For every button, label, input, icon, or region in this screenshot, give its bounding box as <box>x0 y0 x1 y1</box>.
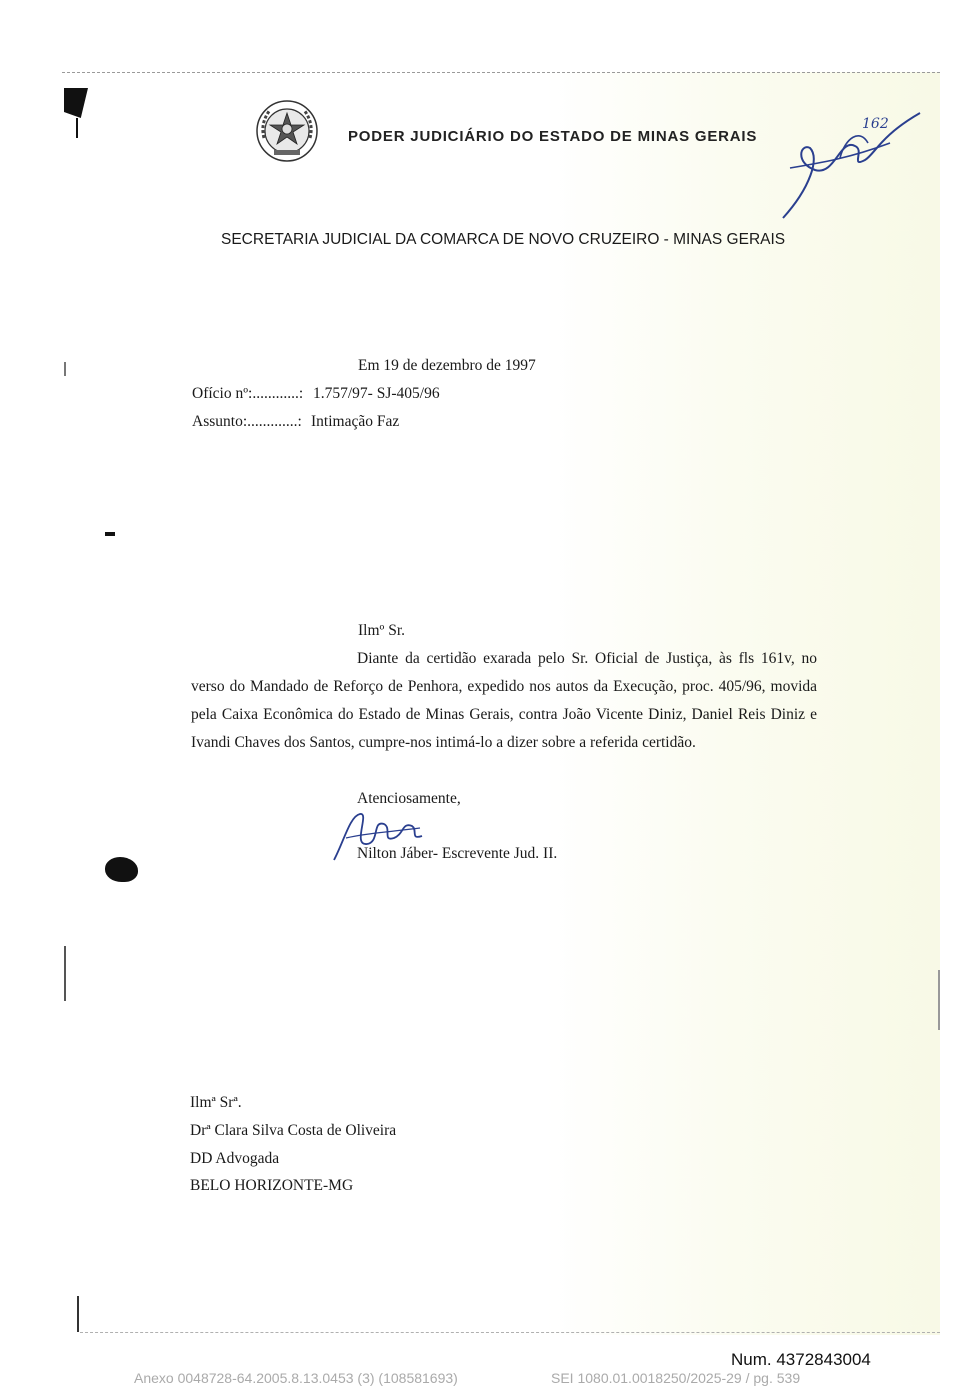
oficio-number: 1.757/97- SJ-405/96 <box>313 385 440 402</box>
letter-body-text: Diante da certidão exarada pelo Sr. Oficial de Justiça, às fls 161v, no verso do Mandado de Reforço de Penhora, expedido nos autos da Execução, proc. 405/96, movida pela Caixa Econômica do Estado de Minas Gerais, contra João Vicente Diniz, Daniel Reis Diniz e Ivandi Chaves dos Santos, cumpre-nos intimá-lo a dizer sobre a referida certidão. <box>191 650 817 751</box>
sei-reference: SEI 1080.01.0018250/2025-29 / pg. 539 <box>551 1370 801 1386</box>
letter-body <box>191 645 817 757</box>
document-number: Num. 4372843004 <box>731 1350 871 1369</box>
oficio-label: Ofício nº:............: <box>192 385 304 402</box>
secretariat-title: SECRETARIA JUDICIAL DA COMARCA DE NOVO CRUZEIRO - MINAS GERAIS <box>221 231 786 248</box>
rubric-signature-top <box>780 108 925 223</box>
annex-reference: Anexo 0048728-64.2005.8.13.0453 (3) (108581693) <box>134 1370 458 1386</box>
institution-title: PODER JUDICIÁRIO DO ESTADO DE MINAS GERAIS <box>348 128 758 145</box>
recipient-city: BELO HORIZONTE-MG <box>190 1177 354 1194</box>
date-line: Em 19 de dezembro de 1997 <box>358 357 536 374</box>
recipient-salutation: Ilmª Srª. <box>190 1094 242 1111</box>
scan-mark-small <box>64 362 66 376</box>
scan-mark-blob <box>105 857 138 882</box>
scan-mark-line-right <box>938 970 940 1030</box>
state-coat-of-arms-icon <box>254 98 320 164</box>
scan-mark-bottom-left <box>77 1296 79 1332</box>
salutation: Ilmº Sr. <box>358 622 406 639</box>
recipient-role: DD Advogada <box>190 1150 280 1167</box>
signer-name: Nilton Jáber- Escrevente Jud. II. <box>357 845 558 862</box>
scan-mark-line-left <box>64 946 66 1001</box>
scan-mark-tick <box>76 118 78 138</box>
closing: Atenciosamente, <box>357 790 461 807</box>
page-stamp-number: 162 <box>862 116 889 132</box>
scan-mark-dot <box>105 532 115 536</box>
assunto-value: Intimação Faz <box>311 413 400 430</box>
page-bottom-edge <box>80 1332 940 1333</box>
recipient-name: Drª Clara Silva Costa de Oliveira <box>190 1122 397 1139</box>
assunto-label: Assunto:.............: <box>192 413 302 430</box>
